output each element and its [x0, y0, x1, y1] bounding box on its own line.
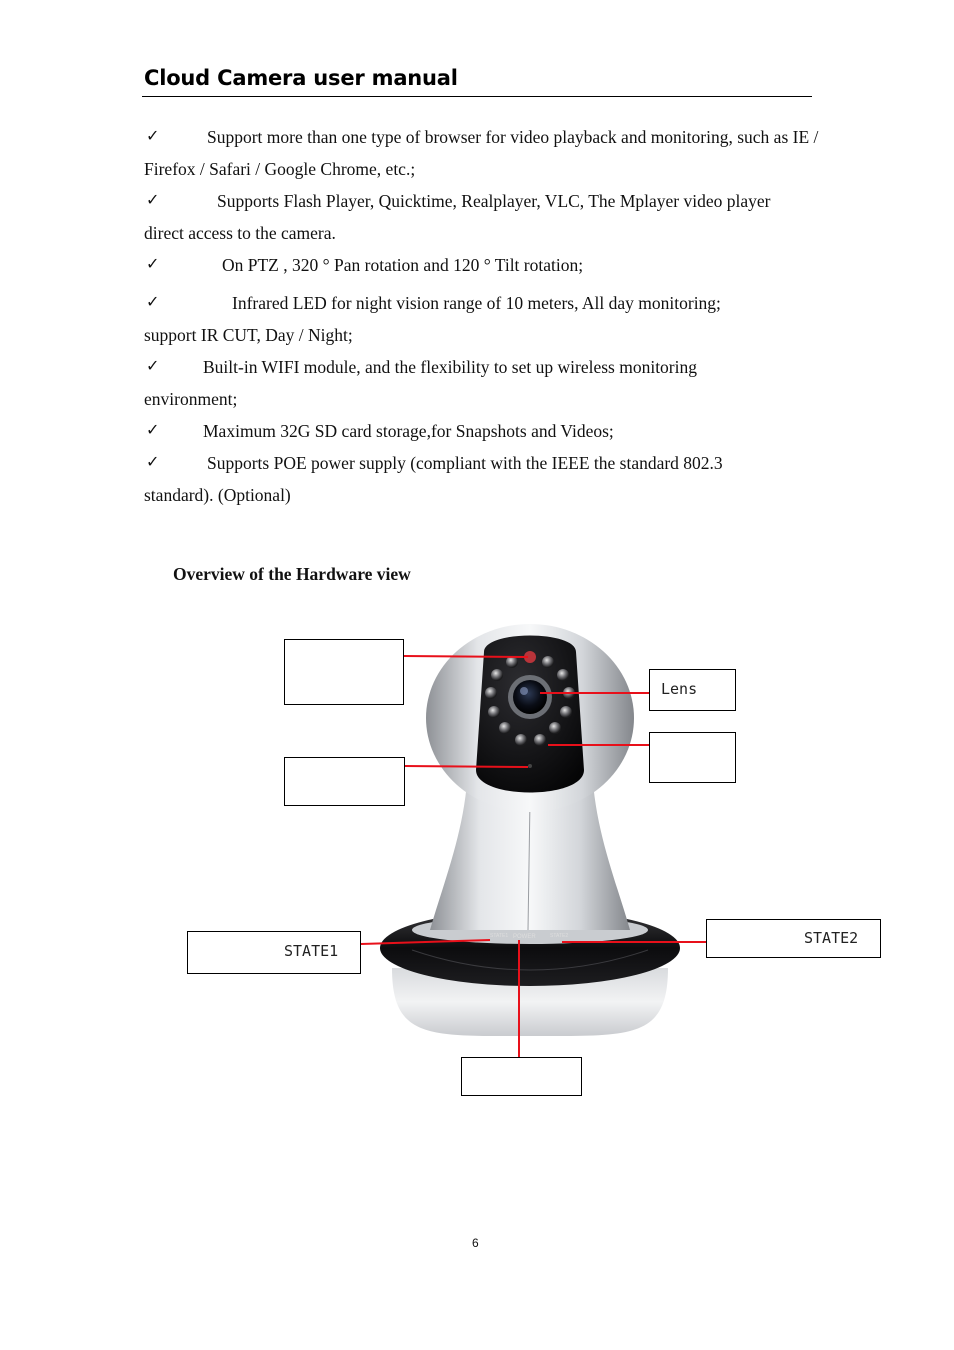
callout-ir-led [284, 639, 404, 705]
state1-led-label: STATE1 [490, 933, 509, 939]
feature-text: Built-in WIFI module, and the flexibility to set up wireless monitoring [203, 357, 697, 377]
feature-text-continued: standard). (Optional) [144, 485, 291, 505]
section-heading: Overview of the Hardware view [173, 564, 411, 584]
check-icon: ✓ [146, 452, 160, 471]
callout-state1-label: STATE1 [284, 942, 339, 960]
feature-text: Support more than one type of browser for video playback and monitoring, such as IE / [207, 127, 819, 147]
check-icon: ✓ [146, 126, 160, 145]
callout-microphone [284, 757, 405, 806]
feature-text-continued: direct access to the camera. [144, 223, 336, 243]
callout-power [461, 1057, 582, 1096]
callout-lens [649, 669, 736, 711]
feature-text: Supports POE power supply (compliant with the IEEE the standard 802.3 [207, 453, 723, 473]
camera-lens [508, 675, 552, 719]
callout-state2 [706, 919, 881, 958]
feature-text: On PTZ , 320 ° Pan rotation and 120 ° Tilt rotation; [222, 255, 584, 275]
callout-state2-label: STATE2 [804, 929, 859, 947]
leader-ir-led [404, 656, 528, 657]
feature-text-continued: Firefox / Safari / Google Chrome, etc.; [144, 159, 416, 179]
callout-ir-sensor [649, 732, 736, 783]
callout-lens-label: Lens [661, 680, 698, 698]
check-icon: ✓ [146, 254, 160, 273]
callout-state1 [187, 931, 361, 974]
manual-title: Cloud Camera user manual [144, 66, 458, 90]
state2-led-label: STATE2 [550, 933, 569, 939]
feature-text: Supports Flash Player, Quicktime, Realplayer, VLC, The Mplayer video player [217, 191, 771, 211]
leader-microphone [404, 766, 528, 767]
microphone-hole [528, 764, 532, 768]
page-number: 6 [472, 1236, 479, 1250]
feature-text: Infrared LED for night vision range of 10 meters, All day monitoring; [232, 293, 721, 313]
check-icon: ✓ [146, 420, 160, 439]
check-icon: ✓ [146, 190, 160, 209]
check-icon: ✓ [146, 292, 160, 311]
check-icon: ✓ [146, 356, 160, 375]
feature-text: Maximum 32G SD card storage,for Snapshots and Videos; [203, 421, 614, 441]
status-indicator-strip [490, 933, 568, 940]
feature-text-continued: support IR CUT, Day / Night; [144, 325, 353, 345]
power-led-label: POWER [513, 934, 536, 940]
feature-text-continued: environment; [144, 389, 238, 409]
